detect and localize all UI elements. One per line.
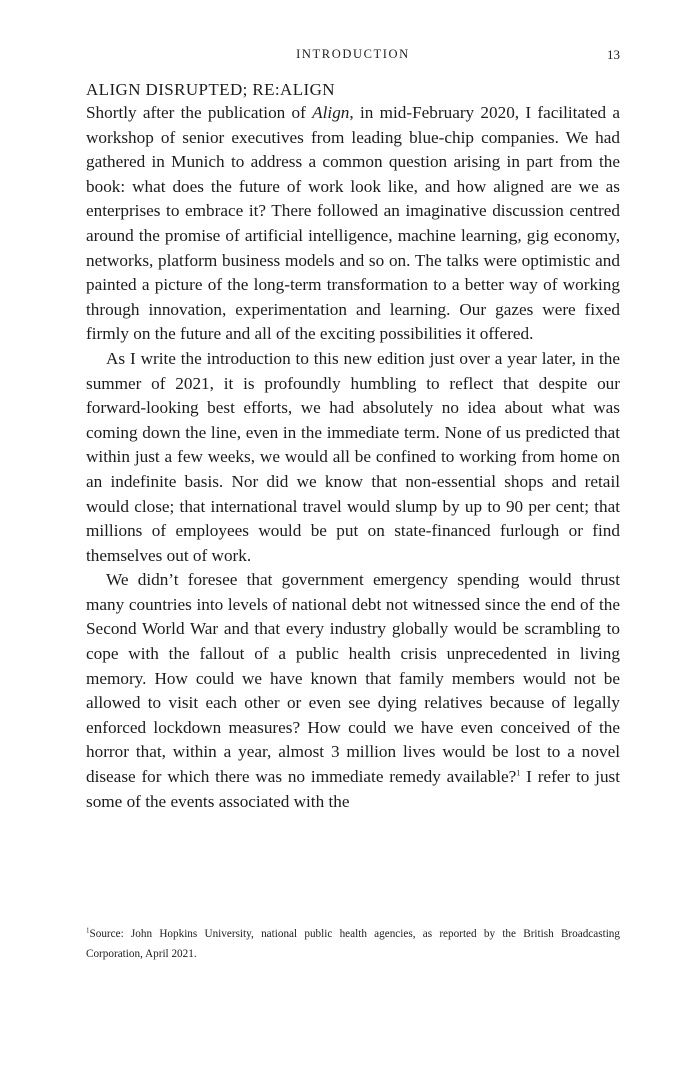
paragraph-1-start: Shortly after the publication of xyxy=(86,103,313,122)
footnote-text: Source: John Hopkins University, national public health agencies, as reported by the British Broadcasting Corporation, April 2021. xyxy=(86,928,620,960)
footnote xyxy=(86,924,620,964)
book-title-italic: Align xyxy=(312,103,350,122)
page-number: 13 xyxy=(607,47,620,62)
section-heading: ALIGN DISRUPTED; RE:ALIGN xyxy=(86,80,335,99)
paragraph-3-start: We didn’t foresee that government emergency spending would thrust many countries into levels of national debt not witnessed since the end of the Second World War and that every industry globally would be scrambling to cope with the fallout of a public health crisis unprecedented in living memory. How could we have known that family members would not be allowed to visit each other or even see dying relatives because of legally enforced lockdown measures? How could we have even conceived of the horror that, within a year, almost 3 million lives would be lost to a novel disease for which there was no immediate remedy available? xyxy=(86,570,620,787)
footnote-reference[interactable]: 1 xyxy=(516,768,521,778)
body-text xyxy=(86,101,620,814)
book-page xyxy=(86,0,620,1080)
running-header xyxy=(86,47,620,65)
paragraph-3 xyxy=(86,568,620,814)
paragraph-3-rest: I refer to just some of the events associated with the xyxy=(86,767,620,811)
footnote-marker: 1 xyxy=(86,926,90,935)
paragraph-1-rest: , in mid-February 2020, I facilitated a workshop of senior executives from leading blue-chip companies. We had gathered in Munich to address a common question arising in part from the book: what does the future of work look like, and how aligned are we as enterprises to embrace it? There followed an imaginative discussion centred around the promise of artificial intelligence, machine learning, gig economy, networks, platform business models and so on. The talks were optimistic and painted a picture of the long-term transformation to a better way of working through innovation, experimentation and learning. Our gazes were fixed firmly on the future and all of the exciting possibilities it offered. xyxy=(86,103,620,344)
paragraph-1 xyxy=(86,101,620,347)
running-title: INTRODUCTION xyxy=(296,47,410,61)
paragraph-2: As I write the introduction to this new edition just over a year later, in the summer of 2021, it is profoundly humbling to reflect that despite our forward-looking best efforts, we had absolutely no idea about what was coming down the line, even in the immediate term. None of us predicted that within just a few weeks, we would all be confined to working from home on an indefinite basis. Nor did we know that non-essential shops and retail would close; that international travel would slump by up to 90 per cent; that millions of employees would be put on state-financed furlough or find themselves out of work. xyxy=(86,348,620,565)
